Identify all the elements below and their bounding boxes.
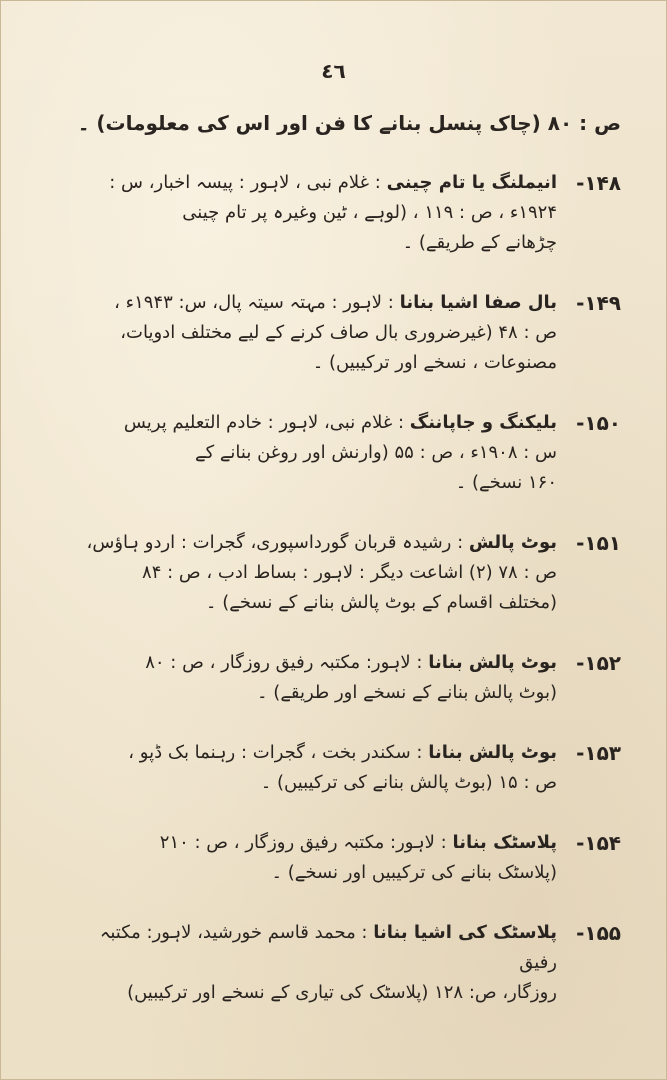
- entry-body: [61, 288, 557, 378]
- entry-number: ۱۴۸-: [576, 171, 621, 195]
- entry-title: بوٹ پالش: [468, 532, 557, 553]
- entry-title: انیملنگ یا تام چینی: [386, 172, 557, 193]
- entry-line: : لاہور : مہتہ سیتہ پال، س: ۱۹۴۳ء ،: [114, 292, 394, 313]
- entry-number: ۱۴۹-: [576, 291, 621, 315]
- entry-line: (پلاسٹک بنانے کی ترکیبیں اور نسخے) ۔: [271, 862, 557, 883]
- entry-line: : لاہور: مکتبہ رفیق روزگار ، ص : ۸۰: [145, 652, 423, 673]
- page-content: [61, 106, 621, 1038]
- entry-line: : لاہور: مکتبہ رفیق روزگار ، ص : ۲۱۰: [159, 832, 447, 853]
- entry-title: بوٹ پالش بنانا: [428, 742, 557, 763]
- entry-title: پلاسٹک بنانا: [452, 832, 557, 853]
- entry-number: ۱۵۴-: [576, 831, 621, 855]
- entry-body: [61, 918, 557, 1008]
- entry-line: س : ۱۹۰۸ء ، ص : ۵۵ (وارنش اور روغن بنانے کے: [195, 442, 557, 463]
- entry-line: (بوٹ پالش بنانے کے نسخے اور طریقے) ۔: [257, 682, 557, 703]
- bibliography-entry: [61, 288, 621, 378]
- bibliography-entry: [61, 648, 621, 708]
- entry-body: [61, 528, 557, 618]
- entry-number: ۱۵۳-: [576, 741, 621, 765]
- entry-number: ۱۵۲-: [576, 651, 621, 675]
- entry-line: ۱۹۲۴ء ، ص : ۱۱۹ ، (لوہے ، ٹین وغیرہ پر تام چینی: [182, 202, 557, 223]
- entry-body: [61, 828, 557, 888]
- entry-line: روزگار، ص: ۱۲۸ (پلاسٹک کی تیاری کے نسخے اور ترکیبیں): [127, 982, 557, 1003]
- entry-line: : محمد قاسم خورشید، لاہور: مکتبہ رفیق: [99, 922, 557, 973]
- bibliography-entry: [61, 738, 621, 798]
- entry-body: [61, 408, 557, 498]
- entry-line: (مختلف اقسام کے بوٹ پالش بنانے کے نسخے) ۔: [205, 592, 557, 613]
- entry-title: پلاسٹک کی اشیا بنانا: [373, 922, 557, 943]
- entry-line: چڑھانے کے طریقے) ۔: [402, 232, 557, 253]
- continued-entry-line: ص : ۸۰ (چاک پنسل بنانے کا فن اور اس کی معلومات) ۔: [77, 111, 621, 135]
- entry-line: ص : ۱۵ (بوٹ پالش بنانے کی ترکیبیں) ۔: [260, 772, 557, 793]
- entry-title: بوٹ پالش بنانا: [428, 652, 557, 673]
- entry-line: : سکندر بخت ، گجرات : رہنما بک ڈپو ،: [128, 742, 423, 763]
- entry-line: : غلام نبی ، لاہور : پیسہ اخبار، س :: [109, 172, 381, 193]
- bibliography-entry: [61, 918, 621, 1008]
- entry-line: ص : ۷۸ (۲) اشاعت دیگر : لاہور : بساط ادب ، ص : ۸۴: [142, 562, 557, 583]
- entry-title: بال صفا اشیا بنانا: [399, 292, 557, 313]
- bibliography-entry: [61, 528, 621, 618]
- entry-line: : رشیدہ قربان گورداسپوری، گجرات : اردو ہاؤس،: [86, 532, 464, 553]
- entry-number: ۱۵۰-: [576, 411, 621, 435]
- entry-body: [61, 738, 557, 798]
- entry-line: ۱۶۰ نسخے) ۔: [455, 472, 557, 493]
- page-number: ٤٦: [321, 59, 346, 83]
- bibliography-entry: [61, 828, 621, 888]
- entry-line: : غلام نبی، لاہور : خادم التعلیم پریس: [123, 412, 405, 433]
- entry-line: ص : ۴۸ (غیرضروری بال صاف کرنے کے لیے مختلف ادویات،: [120, 322, 557, 343]
- bibliography-entry: [61, 408, 621, 498]
- entry-line: مصنوعات ، نسخے اور ترکیبیں) ۔: [312, 352, 557, 373]
- entry-body: [61, 168, 557, 258]
- bibliography-entry: [61, 168, 621, 258]
- entry-title: بلیکنگ و جاپاننگ: [409, 412, 557, 433]
- entry-body: [61, 648, 557, 708]
- entry-number: ۱۵۱-: [576, 531, 621, 555]
- entry-number: ۱۵۵-: [576, 921, 621, 945]
